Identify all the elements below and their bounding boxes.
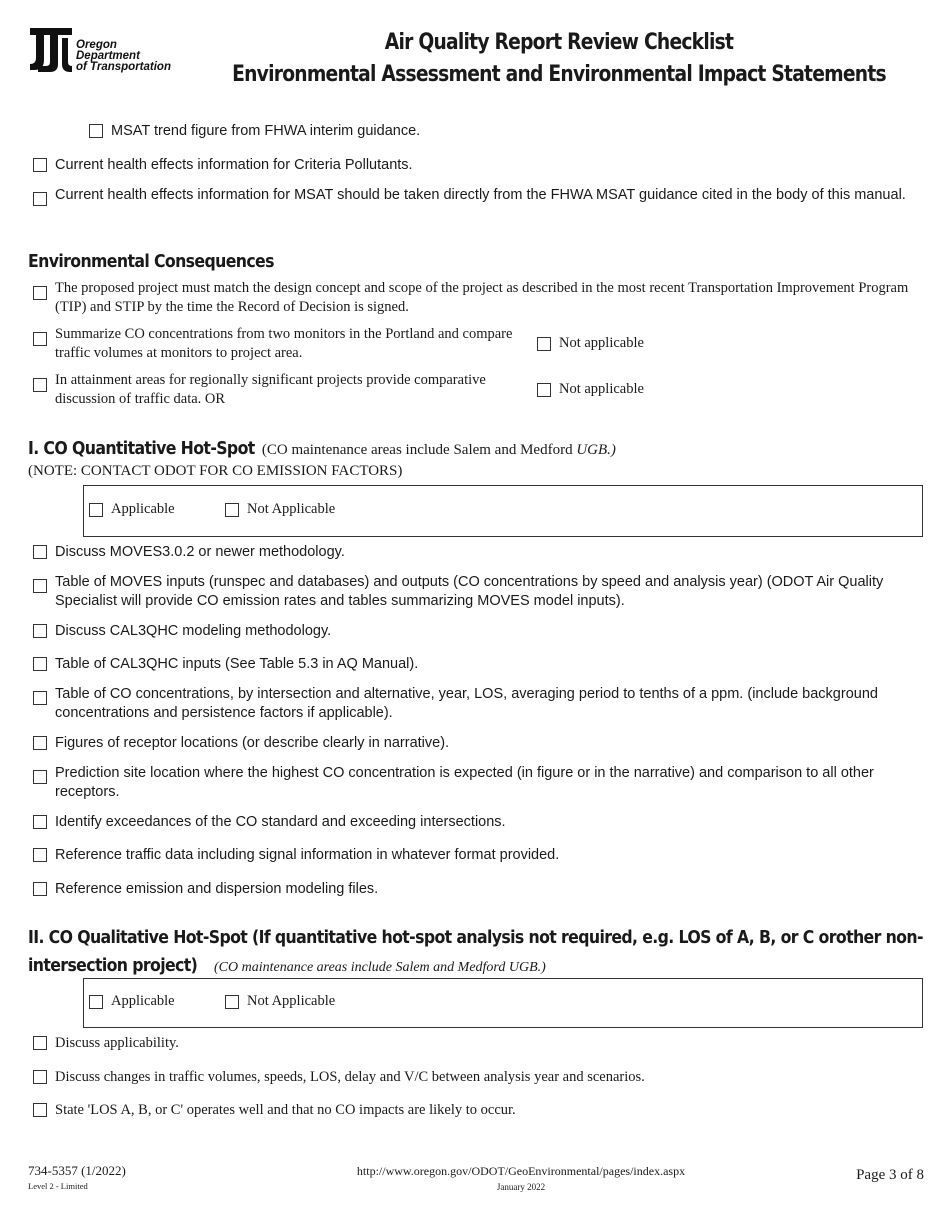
checklist-item [33,764,923,802]
item-text: MSAT trend figure from FHWA interim guidance. [111,123,421,139]
checklist-item [33,325,523,363]
item-text: The proposed project must match the design concept and scope of the project as described in the most recent Transportation Improvement Program (TIP) and STIP by the time the Record of Decision is signed. [55,280,909,315]
checkbox[interactable] [537,337,551,351]
checklist-item [33,846,923,865]
checklist-item [33,734,923,753]
item-text: Table of CAL3QHC inputs (See Table 5.3 in AQ Manual). [55,656,419,672]
access-level: Level 2 - Limited [28,1181,88,1191]
checkbox[interactable] [33,332,47,346]
checkbox[interactable] [33,378,47,392]
checklist-item [33,279,923,317]
logo-line: Oregon [76,39,117,51]
checklist-item [33,573,923,611]
checklist-item [33,880,923,899]
applicability-box [83,485,923,537]
section-heading-co-qualitative: II. CO Qualitative Hot-Spot (If quantitative hot-spot analysis not required, e.g. LOS of A, B, or C orother non- [28,928,923,948]
heading-note: (CO maintenance areas include Salem and Medford UGB.) [214,960,546,975]
checkbox[interactable] [33,192,47,206]
checkbox[interactable] [33,736,47,750]
not-applicable-option [537,380,644,399]
item-text: Table of CO concentrations, by intersection and alternative, year, LOS, averaging period to tenths of a ppm. (include background concentrations and persistence factors if applicable). [55,686,878,721]
option-label: Applicable [111,501,175,517]
odot-logo-icon [28,24,74,76]
page-subtitle: Environmental Assessment and Environmental Impact Statements [232,62,886,87]
section-heading-co-qualitative-cont [28,956,546,976]
checklist-item [33,685,923,723]
checklist-item [33,1034,923,1053]
checklist-item [33,156,923,175]
item-text: In attainment areas for regionally significant projects provide comparative discussion of traffic data. OR [55,372,486,407]
heading-note: (CO maintenance areas include Salem and Medford [261,442,577,458]
checklist-item [33,186,923,206]
checkbox[interactable] [89,503,103,517]
heading-text: I. CO Quantitative Hot-Spot [28,439,255,459]
checkbox[interactable] [33,545,47,559]
logo-line: Department [76,50,140,62]
footer-url: http://www.oregon.gov/ODOT/GeoEnvironmental/pages/index.aspx [356,1164,686,1178]
applicability-box [83,978,923,1028]
not-applicable-option [225,500,335,519]
checkbox[interactable] [33,624,47,638]
option-label: Not Applicable [247,501,336,517]
checkbox[interactable] [33,286,47,300]
checkbox[interactable] [33,815,47,829]
checklist-item [89,122,919,141]
checkbox[interactable] [33,1036,47,1050]
checklist-item [33,655,923,674]
checklist-item [33,543,923,562]
checklist-item [33,371,523,409]
checkbox[interactable] [33,657,47,671]
not-applicable-option [225,992,335,1011]
footer-date: January 2022 [496,1182,546,1192]
checklist-item [33,1101,923,1120]
page-title: Air Quality Report Review Checklist [384,30,734,55]
checkbox[interactable] [33,882,47,896]
logo-line: of Transportation [76,61,171,73]
option-label: Not Applicable [247,993,336,1009]
checkbox[interactable] [33,1070,47,1084]
checklist-item [33,622,923,641]
item-text: Prediction site location where the highest CO concentration is expected (in figure or in the narrative) and comparison to all other receptors. [55,765,874,800]
checkbox[interactable] [89,124,103,138]
checklist-item [33,813,923,832]
checkbox[interactable] [225,503,239,517]
checklist-item [33,1068,923,1087]
option-label: Applicable [111,993,175,1009]
checkbox[interactable] [33,848,47,862]
option-label: Not applicable [559,381,644,397]
checkbox[interactable] [33,158,47,172]
item-text: Reference traffic data including signal information in whatever format provided. [55,847,560,863]
checkbox[interactable] [89,995,103,1009]
section-heading-co-quantitative [28,439,616,459]
form-number: 734-5357 (1/2022) [28,1163,126,1178]
item-text: Identify exceedances of the CO standard and exceeding intersections. [55,814,506,830]
item-text: Discuss CAL3QHC modeling methodology. [55,623,332,639]
checkbox[interactable] [33,691,47,705]
item-text: Discuss changes in traffic volumes, speeds, LOS, delay and V/C between analysis year and scenarios. [55,1069,645,1085]
section-heading-env-consequences: Environmental Consequences [28,252,274,272]
applicable-option [89,500,175,519]
item-text: Reference emission and dispersion modeling files. [55,881,379,897]
checkbox[interactable] [537,383,551,397]
co-emission-note: (NOTE: CONTACT ODOT FOR CO EMISSION FACTORS) [28,463,403,479]
item-text: Figures of receptor locations (or describe clearly in narrative). [55,735,450,751]
item-text: Current health effects information for Criteria Pollutants. [55,157,413,173]
checkbox[interactable] [225,995,239,1009]
item-text: Discuss applicability. [55,1035,179,1051]
heading-text: intersection project) [28,956,198,976]
checkbox[interactable] [33,770,47,784]
not-applicable-option [537,334,644,353]
item-text: Discuss MOVES3.0.2 or newer methodology. [55,544,345,560]
option-label: Not applicable [559,335,644,351]
item-text: Current health effects information for MSAT should be taken directly from the FHWA MSAT guidance cited in the body of this manual. [55,187,906,203]
item-text: State 'LOS A, B, or C' operates well and that no CO impacts are likely to occur. [55,1102,516,1118]
checkbox[interactable] [33,1103,47,1117]
checkbox[interactable] [33,579,47,593]
item-text: Summarize CO concentrations from two monitors in the Portland and compare traffic volumes at monitors to project area. [55,326,513,361]
page-number: Page 3 of 8 [856,1167,924,1183]
item-text: Table of MOVES inputs (runspec and databases) and outputs (CO concentrations by speed and analysis year) (ODOT Air Quality Specialist will provide CO emission rates and tables summarizing MOVES model inputs). [55,574,884,609]
applicable-option [89,992,175,1011]
heading-note-italic: UGB.) [576,442,616,458]
